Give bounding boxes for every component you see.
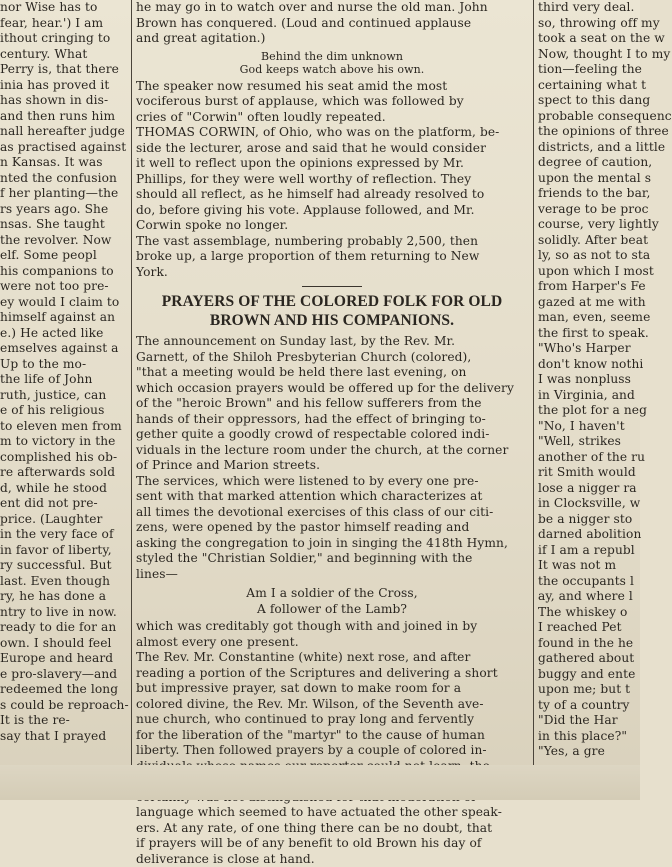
right-column-line: buggy and ente <box>538 667 640 683</box>
left-column-line: re afterwards sold <box>0 465 128 481</box>
left-column-line: in the very face of <box>0 527 128 543</box>
epigraph-line: God keeps watch above his own. <box>136 63 528 76</box>
paragraph-line: ers. At any rate, of one thing there can be no doubt, that <box>136 821 528 837</box>
left-column-line: himself against an <box>0 310 128 326</box>
headline-line: BROWN AND HIS COMPANIONS. <box>136 311 528 330</box>
left-column-line: to eleven men from <box>0 419 128 435</box>
continuation-line: and great agitation.) <box>136 31 528 47</box>
left-column-line: ntry to live in now. <box>0 605 128 621</box>
paragraph-line: zens, were opened by the pastor himself reading and <box>136 520 528 536</box>
left-column-line: own. I should feel <box>0 636 128 652</box>
right-column-line: I reached Pet <box>538 620 640 636</box>
left-column-line: complished his ob- <box>0 450 128 466</box>
right-column-line: spect to this dang <box>538 93 640 109</box>
paragraph-line: Corwin spoke no longer. <box>136 218 528 234</box>
left-column-line: century. What <box>0 47 128 63</box>
paragraph-line: Garnett, of the Shiloh Presbyterian Church (colored), <box>136 350 528 366</box>
column-rule-right <box>533 0 534 765</box>
column-rule-left <box>131 0 132 765</box>
left-column-line: Perry is, that there <box>0 62 128 78</box>
left-column-line: his companions to <box>0 264 128 280</box>
left-column-line: price. (Laughter <box>0 512 128 528</box>
left-column-line: has shown in dis- <box>0 93 128 109</box>
right-column-line: found in the he <box>538 636 640 652</box>
left-column-line: m to victory in the <box>0 434 128 450</box>
paragraph-line: The announcement on Sunday last, by the Rev. Mr. <box>136 334 528 350</box>
paragraph-line: The speaker now resumed his seat amid the most <box>136 79 528 95</box>
right-column-line: friends to the bar, <box>538 186 640 202</box>
right-column-line: Now, thought I to my <box>538 47 640 63</box>
paragraph-line: The services, which were listened to by every one pre- <box>136 474 528 490</box>
right-column-line: probable consequenc <box>538 109 640 125</box>
right-column-line: certaining what t <box>538 78 640 94</box>
right-column-line: darned abolition <box>538 527 640 543</box>
left-column-line: as practised against <box>0 140 128 156</box>
paragraph-line: side the lecturer, arose and said that he would consider <box>136 141 528 157</box>
continuation-line: he may go in to watch over and nurse the old man. John <box>136 0 528 16</box>
left-column-line: ithout cringing to <box>0 31 128 47</box>
right-column-line: so, throwing off my <box>538 16 640 32</box>
paragraph-line: reading a portion of the Scriptures and delivering a short <box>136 666 528 682</box>
paragraph-line: which occasion prayers would be offered up for the delivery <box>136 381 528 397</box>
left-column-line: e pro-slavery—and <box>0 667 128 683</box>
continuation-line: Brown has conquered. (Loud and continued applause <box>136 16 528 32</box>
left-column-line: nsas. She taught <box>0 217 128 233</box>
left-column-line: e.) He acted like <box>0 326 128 342</box>
left-column-line: d, while he stood <box>0 481 128 497</box>
left-column-line: ent did not pre- <box>0 496 128 512</box>
left-column-line: Europe and heard <box>0 651 128 667</box>
left-column-line: redeemed the long <box>0 682 128 698</box>
right-column-line: took a seat on the w <box>538 31 640 47</box>
right-column-line: verage to be proc <box>538 202 640 218</box>
left-column-line: Up to the mo- <box>0 357 128 373</box>
right-column-line: the first to speak. <box>538 326 640 342</box>
paragraph-line: Phillips, for they were well worthy of reflection. They <box>136 172 528 188</box>
right-column-line: upon the mental s <box>538 171 640 187</box>
epigraph <box>136 50 528 76</box>
left-column-line: fear, hear.') I am <box>0 16 128 32</box>
left-column-line: inia has proved it <box>0 78 128 94</box>
left-column-line: f her planting—the <box>0 186 128 202</box>
paragraph-line: nue church, who continued to pray long and fervently <box>136 712 528 728</box>
left-column-line: e of his religious <box>0 403 128 419</box>
left-column-line: the revolver. Now <box>0 233 128 249</box>
right-column-line: solidly. After beat <box>538 233 640 249</box>
paragraph-line: if prayers will be of any benefit to old Brown his day of <box>136 836 528 852</box>
right-column-line: rit Smith would <box>538 465 640 481</box>
left-column-line: nall hereafter judge <box>0 124 128 140</box>
right-column-line: upon me; but t <box>538 682 640 698</box>
paragraph-line: vociferous burst of applause, which was followed by <box>136 94 528 110</box>
paragraph-line: do, before giving his vote. Applause followed, and Mr. <box>136 203 528 219</box>
right-column-line: ay, and where l <box>538 589 640 605</box>
right-column-line: in this place?" <box>538 729 640 745</box>
right-column-line: upon which I most <box>538 264 640 280</box>
article-continuation-top <box>136 0 528 47</box>
paragraph-line: "that a meeting would be held there last evening, on <box>136 365 528 381</box>
right-column-line: if I am a republ <box>538 543 640 559</box>
left-column-line: say that I prayed <box>0 729 128 745</box>
paragraph-line: York. <box>136 265 528 281</box>
headline-line: PRAYERS OF THE COLORED FOLK FOR OLD <box>136 292 528 311</box>
paragraph-line: which was creditably got though with and joined in by <box>136 619 528 635</box>
left-column-line: ry successful. But <box>0 558 128 574</box>
article-headline <box>136 292 528 330</box>
right-column-line: degree of caution, <box>538 155 640 171</box>
left-column-line: the life of John <box>0 372 128 388</box>
right-column-line: in Clocksville, w <box>538 496 640 512</box>
middle-column <box>136 0 528 765</box>
left-column <box>0 0 128 765</box>
right-column-line: course, very lightly <box>538 217 640 233</box>
left-column-line: s could be reproach- <box>0 698 128 714</box>
left-column-line: nor Wise has to <box>0 0 128 16</box>
right-column-line: gathered about <box>538 651 640 667</box>
speech-aftermath-paragraph <box>136 79 528 281</box>
right-column <box>538 0 640 765</box>
right-column-line: the plot for a neg <box>538 403 640 419</box>
left-column-line: emselves against a <box>0 341 128 357</box>
right-column-line: "Did the Har <box>538 713 640 729</box>
right-column-line: "No, I haven't <box>538 419 640 435</box>
right-column-line: gazed at me with <box>538 295 640 311</box>
right-column-line: I was nonpluss <box>538 372 640 388</box>
right-column-line: lose a nigger ra <box>538 481 640 497</box>
left-column-line: were not too pre- <box>0 279 128 295</box>
left-column-line: last. Even though <box>0 574 128 590</box>
right-column-line: "Who's Harper <box>538 341 640 357</box>
paragraph-line: styled the "Christian Soldier," and beginning with the <box>136 551 528 567</box>
right-column-line: the occupants l <box>538 574 640 590</box>
paragraph-line: of Prince and Marion streets. <box>136 458 528 474</box>
paragraph-line: gether quite a goodly crowd of respectable colored indi- <box>136 427 528 443</box>
paragraph-line: almost every one present. <box>136 635 528 651</box>
left-column-line: ey would I claim to <box>0 295 128 311</box>
right-column-line: be a nigger sto <box>538 512 640 528</box>
paragraph-line: deliverance is close at hand. <box>136 852 528 867</box>
paragraph-line: language which seemed to have actuated the other speak- <box>136 805 528 821</box>
paragraph-line: should all reflect, as he himself had already resolved to <box>136 187 528 203</box>
right-column-line: "Yes, a gre <box>538 744 640 760</box>
paragraph-line: all times the devotional exercises of this class of our citi- <box>136 505 528 521</box>
paragraph-line: but impressive prayer, sat down to make room for a <box>136 681 528 697</box>
left-column-line: It is the re- <box>0 713 128 729</box>
section-divider <box>302 286 362 287</box>
right-column-line: don't know nothi <box>538 357 640 373</box>
left-column-line: ry, he has done a <box>0 589 128 605</box>
right-column-line: another of the ru <box>538 450 640 466</box>
right-column-line: the opinions of three <box>538 124 640 140</box>
right-column-line: The whiskey o <box>538 605 640 621</box>
paragraph-line: colored divine, the Rev. Mr. Wilson, of the Seventh ave- <box>136 697 528 713</box>
right-column-line: man, even, seeme <box>538 310 640 326</box>
right-column-line: It was not m <box>538 558 640 574</box>
paragraph-line: sent with that marked attention which characterizes at <box>136 489 528 505</box>
hymn-verse <box>136 586 528 617</box>
paragraph-line: lines— <box>136 567 528 583</box>
left-column-line: nted the confusion <box>0 171 128 187</box>
left-column-line: and then runs him <box>0 109 128 125</box>
epigraph-line: Behind the dim unknown <box>136 50 528 63</box>
hymn-line: Am I a soldier of the Cross, <box>136 586 528 602</box>
paragraph-line: for the liberation of the "martyr" to the cause of human <box>136 728 528 744</box>
article-body-opening <box>136 334 528 582</box>
right-column-line: districts, and a little <box>538 140 640 156</box>
paragraph-line: hands of their oppressors, had the effect of bringing to- <box>136 412 528 428</box>
right-column-line: in Virginia, and <box>538 388 640 404</box>
right-column-line: third very deal. <box>538 0 640 16</box>
paragraph-line: it well to reflect upon the opinions expressed by Mr. <box>136 156 528 172</box>
right-column-line: tion—feeling the <box>538 62 640 78</box>
paragraph-line: The vast assemblage, numbering probably 2,500, then <box>136 234 528 250</box>
left-column-line: elf. Some peopl <box>0 248 128 264</box>
right-column-line: from Harper's Fe <box>538 279 640 295</box>
hymn-line: A follower of the Lamb? <box>136 602 528 618</box>
left-column-line: n Kansas. It was <box>0 155 128 171</box>
article-body-closing <box>136 619 528 867</box>
paragraph-line: broke up, a large proportion of them returning to New <box>136 249 528 265</box>
left-column-line: ruth, justice, can <box>0 388 128 404</box>
left-column-line: rs years ago. She <box>0 202 128 218</box>
paragraph-line: viduals in the lecture room under the church, at the corner <box>136 443 528 459</box>
paragraph-line: THOMAS CORWIN, of Ohio, who was on the platform, be- <box>136 125 528 141</box>
paragraph-line: of the "heroic Brown" and his fellow sufferers from the <box>136 396 528 412</box>
right-column-line: ty of a country <box>538 698 640 714</box>
paragraph-line: cries of "Corwin" often loudly repeated. <box>136 110 528 126</box>
paragraph-line: asking the congregation to join in singing the 418th Hymn, <box>136 536 528 552</box>
left-column-line: in favor of liberty, <box>0 543 128 559</box>
page-bottom-margin <box>0 765 640 800</box>
paragraph-line: liberty. Then followed prayers by a couple of colored in- <box>136 743 528 759</box>
right-column-line: "Well, strikes <box>538 434 640 450</box>
paragraph-line: The Rev. Mr. Constantine (white) next rose, and after <box>136 650 528 666</box>
right-column-line: ly, so as not to sta <box>538 248 640 264</box>
left-column-line: ready to die for an <box>0 620 128 636</box>
